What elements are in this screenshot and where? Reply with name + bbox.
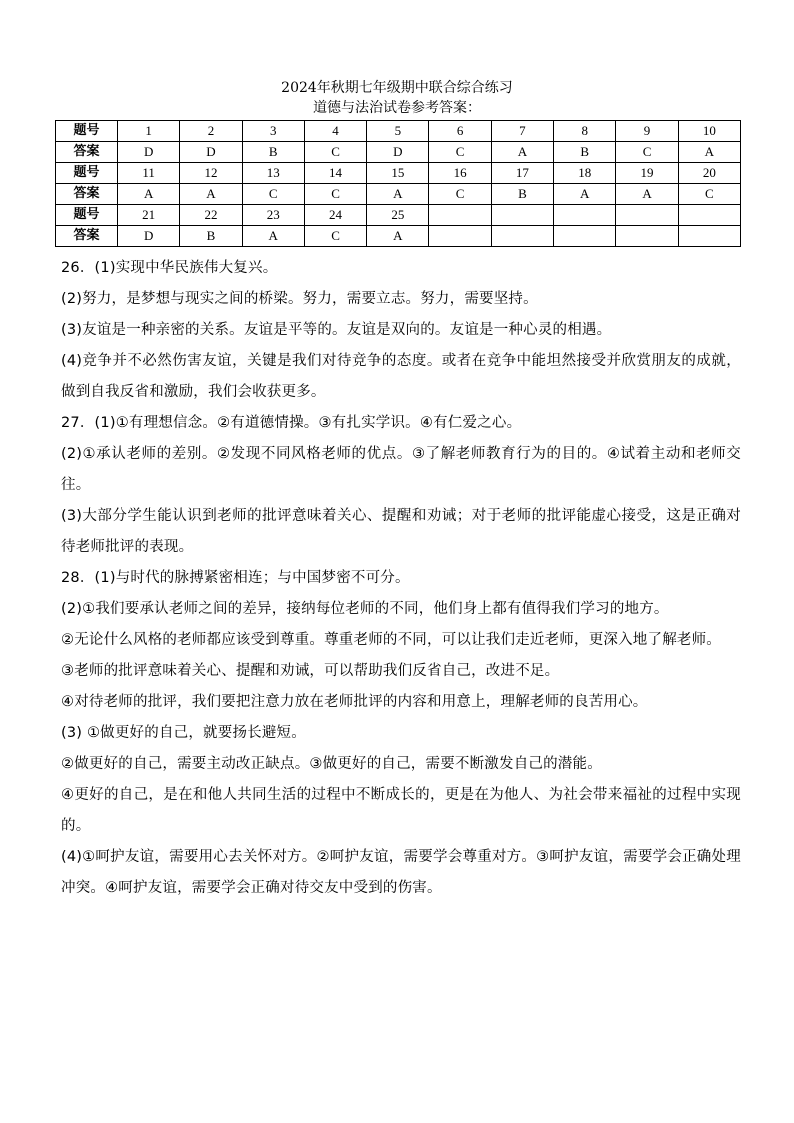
answer-letter-cell: D [118, 142, 180, 163]
question-number-cell: 18 [554, 163, 616, 184]
answer-27-3: (3)大部分学生能认识到老师的批评意味着关心、提醒和劝诫；对于老师的批评能虚心接受，这是正确对待老师批评的表现。 [61, 508, 741, 555]
question-number-cell: 25 [367, 205, 429, 226]
answer-letter-cell: D [367, 142, 429, 163]
answer-letter-cell: A [491, 142, 553, 163]
answer-key-subtitle: 道德与法治试卷参考答案： [313, 100, 481, 116]
question-number-cell [491, 205, 553, 226]
question-number-cell: 5 [367, 121, 429, 142]
answer-letter-cell: D [118, 226, 180, 247]
question-number-cell: 15 [367, 163, 429, 184]
answer-letter-cell: B [180, 226, 242, 247]
answer-letter-cell: A [678, 142, 740, 163]
answer-28-3b: ②做更好的自己，需要主动改正缺点。③做更好的自己，需要不断激发自己的潜能。 [61, 756, 602, 772]
row-label-question: 题号 [56, 163, 118, 184]
question-number-cell [429, 205, 491, 226]
question-number-cell [678, 205, 740, 226]
answer-table-row [56, 184, 741, 205]
answer-28-2a: (2)①我们要承认老师之间的差异，接纳每位老师的不同，他们身上都有值得我们学习的地方。 [61, 601, 669, 617]
answer-letter-cell: C [304, 142, 366, 163]
answer-table-row [56, 163, 741, 184]
essay-answers [61, 253, 741, 904]
answer-letter-cell: A [180, 184, 242, 205]
answer-letter-cell: C [616, 142, 678, 163]
answer-28-1: 28．(1)与时代的脉搏紧密相连；与中国梦密不可分。 [61, 570, 410, 586]
answer-letter-cell: C [678, 184, 740, 205]
answer-letter-cell: A [554, 184, 616, 205]
answer-letter-cell [429, 226, 491, 247]
answer-letter-cell: C [429, 142, 491, 163]
question-number-cell: 2 [180, 121, 242, 142]
question-number-cell: 11 [118, 163, 180, 184]
row-label-answer: 答案 [56, 142, 118, 163]
question-number-cell: 7 [491, 121, 553, 142]
question-number-cell: 9 [616, 121, 678, 142]
answer-26-3: (3)友谊是一种亲密的关系。友谊是平等的。友谊是双向的。友谊是一种心灵的相遇。 [61, 322, 612, 338]
answer-letter-cell: C [242, 184, 304, 205]
question-number-cell: 19 [616, 163, 678, 184]
question-number-cell: 23 [242, 205, 304, 226]
answer-letter-cell: B [491, 184, 553, 205]
answer-letter-cell: A [367, 226, 429, 247]
answer-letter-cell: C [304, 226, 366, 247]
answer-letter-cell: A [118, 184, 180, 205]
answer-letter-cell [491, 226, 553, 247]
answer-27-2: (2)①承认老师的差别。②发现不同风格老师的优点。③了解老师教育行为的目的。④试着主动和老师交往。 [61, 446, 741, 493]
multiple-choice-answer-table [55, 120, 741, 247]
exam-title: 2024年秋期七年级期中联合综合练习 [281, 80, 513, 96]
question-number-cell: 22 [180, 205, 242, 226]
answer-table-row [56, 226, 741, 247]
answer-28-3c: ④更好的自己，是在和他人共同生活的过程中不断成长的，更是在为他人、为社会带来福祉的过程中实现的。 [61, 787, 741, 834]
answer-26-2: (2)努力，是梦想与现实之间的桥梁。努力，需要立志。努力，需要坚持。 [61, 291, 538, 307]
question-number-cell: 1 [118, 121, 180, 142]
answer-28-2c: ③老师的批评意味着关心、提醒和劝诫，可以帮助我们反省自己，改进不足。 [61, 663, 560, 679]
question-number-cell: 16 [429, 163, 491, 184]
row-label-answer: 答案 [56, 184, 118, 205]
answer-letter-cell: B [242, 142, 304, 163]
answer-letter-cell: A [616, 184, 678, 205]
answer-letter-cell: B [554, 142, 616, 163]
answer-28-3a: (3) ①做更好的自己，就要扬长避短。 [61, 725, 306, 741]
question-number-cell: 3 [242, 121, 304, 142]
question-number-cell: 4 [304, 121, 366, 142]
answer-table-row [56, 205, 741, 226]
answer-26-4: (4)竞争并不必然伤害友谊，关键是我们对待竞争的态度。或者在竞争中能坦然接受并欣赏朋友的成就，做到自我反省和激励，我们会收获更多。 [61, 353, 741, 400]
answer-28-4: (4)①呵护友谊，需要用心去关怀对方。②呵护友谊，需要学会尊重对方。③呵护友谊，需要学会正确处理冲突。④呵护友谊，需要学会正确对待交友中受到的伤害。 [61, 849, 741, 896]
answer-27-1: 27．(1)①有理想信念。②有道德情操。③有扎实学识。④有仁爱之心。 [61, 415, 522, 431]
question-number-cell: 6 [429, 121, 491, 142]
row-label-question: 题号 [56, 121, 118, 142]
question-number-cell: 12 [180, 163, 242, 184]
answer-letter-cell [678, 226, 740, 247]
answer-table-row [56, 142, 741, 163]
question-number-cell: 20 [678, 163, 740, 184]
row-label-question: 题号 [56, 205, 118, 226]
row-label-answer: 答案 [56, 226, 118, 247]
answer-28-2b: ②无论什么风格的老师都应该受到尊重。尊重老师的不同，可以让我们走近老师，更深入地了解老师。 [61, 632, 721, 648]
answer-letter-cell: C [429, 184, 491, 205]
question-number-cell: 13 [242, 163, 304, 184]
question-number-cell [554, 205, 616, 226]
answer-letter-cell: C [304, 184, 366, 205]
answer-letter-cell [554, 226, 616, 247]
question-number-cell: 8 [554, 121, 616, 142]
answer-letter-cell: A [367, 184, 429, 205]
question-number-cell: 14 [304, 163, 366, 184]
question-number-cell: 24 [304, 205, 366, 226]
answer-26-1: 26．(1)实现中华民族伟大复兴。 [61, 260, 278, 276]
question-number-cell: 21 [118, 205, 180, 226]
answer-letter-cell: A [242, 226, 304, 247]
answer-28-2d: ④对待老师的批评，我们要把注意力放在老师批评的内容和用意上，理解老师的良苦用心。 [61, 694, 648, 710]
answer-letter-cell [616, 226, 678, 247]
question-number-cell: 17 [491, 163, 553, 184]
question-number-cell [616, 205, 678, 226]
answer-table-row [56, 121, 741, 142]
answer-letter-cell: D [180, 142, 242, 163]
question-number-cell: 10 [678, 121, 740, 142]
